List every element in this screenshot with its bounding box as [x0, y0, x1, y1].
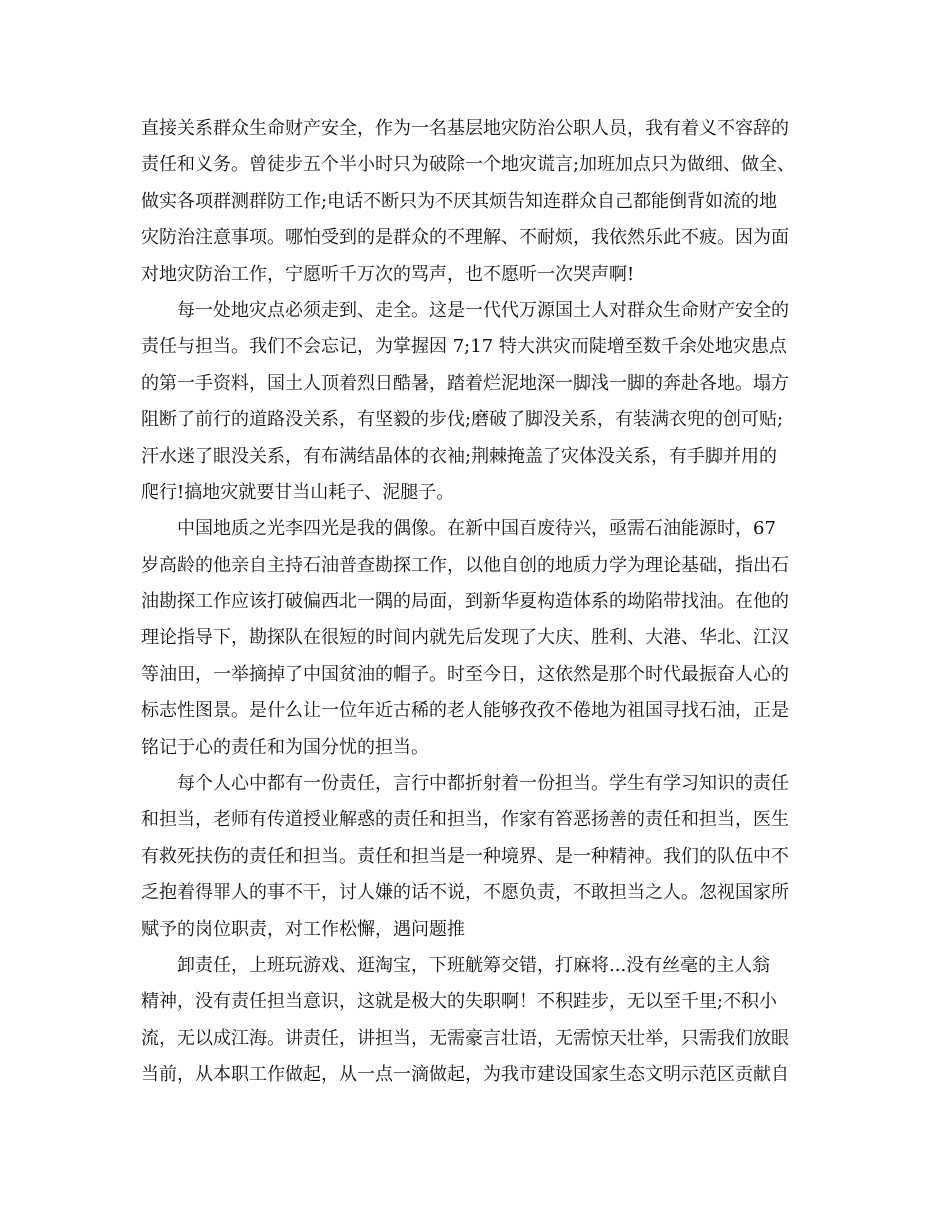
paragraph-first-line: 每个人心中都有一份责任，言行中都折射着一份担当。学生有学习知识的责任 — [177, 773, 789, 795]
text-line: 理论指导下，勘探队在很短的时间内就先后发现了大庆、胜利、大港、华北、江汉 — [141, 627, 789, 649]
text-line: 赋予的岗位职责，对工作松懈，遇问题推 — [141, 918, 465, 940]
text-line: 对地灾防治工作，宁愿听千万次的骂声，也不愿听一次哭声啊! — [141, 263, 635, 285]
text-line: 的第一手资料，国土人顶着烈日酷暑，踏着烂泥地深一脚浅一脚的奔赴各地。塌方 — [141, 372, 789, 394]
text-line: 标志性图景。是什么让一位年近古稀的老人能够孜孜不倦地为祖国寻找石油，正是 — [141, 700, 789, 722]
text-line: 灾防治注意事项。哪怕受到的是群众的不理解、不耐烦，我依然乐此不疲。因为面 — [141, 227, 789, 249]
text-line: 当前，从本职工作做起，从一点一滴做起，为我市建设国家生态文明示范区贡献自 — [141, 1064, 789, 1086]
paragraph-first-line: 卸责任，上班玩游戏、逛淘宝，下班觥筹交错，打麻将...没有丝毫的主人翁 — [177, 954, 771, 976]
text-line: 做实各项群测群防工作;电话不断只为不厌其烦告知连群众自己都能倒背如流的地 — [141, 190, 778, 212]
body-text — [141, 111, 821, 1094]
text-line: 责任和义务。曾徒步五个半小时只为破除一个地灾谎言;加班加点只为做细、做全、 — [141, 154, 796, 176]
text-line: 等油田，一举摘掉了中国贫油的帽子。时至今日，这依然是那个时代最振奋人心的 — [141, 663, 789, 685]
text-line: 爬行!搞地灾就要甘当山耗子、泥腿子。 — [141, 481, 455, 503]
text-line: 精神，没有责任担当意识，这就是极大的失职啊！不积跬步，无以至千里;不积小 — [141, 991, 778, 1013]
text-line: 责任与担当。我们不会忘记，为掌握因 7;17 特大洪灾而陡增至数千余处地灾患点 — [141, 336, 787, 358]
text-line: 乏抱着得罪人的事不干，讨人嫌的话不说，不愿负责，不敢担当之人。忽视国家所 — [141, 882, 789, 904]
text-line: 油勘探工作应该打破偏西北一隅的局面，到新华夏构造体系的坳陷带找油。在他的 — [141, 591, 789, 613]
text-line: 铭记于心的责任和为国分忧的担当。 — [141, 736, 429, 758]
text-line: 直接关系群众生命财产安全，作为一名基层地灾防治公职人员，我有着义不容辞的 — [141, 118, 789, 139]
paragraph-first-line: 中国地质之光李四光是我的偶像。在新中国百废待兴，亟需石油能源时，67 — [177, 518, 776, 540]
paragraph-first-line: 每一处地灾点必须走到、走全。这是一代代万源国土人对群众生命财产安全的 — [177, 299, 789, 321]
text-line: 有救死扶伤的责任和担当。责任和担当是一种境界、是一种精神。我们的队伍中不 — [141, 845, 789, 867]
text-line: 汗水迷了眼没关系，有布满结晶体的衣袖;荆棘掩盖了灾体没关系，有手脚并用的 — [141, 445, 778, 467]
text-line: 流，无以成江海。讲责任，讲担当，无需豪言壮语，无需惊天壮举，只需我们放眼 — [141, 1027, 789, 1049]
text-line: 岁高龄的他亲自主持石油普查勘探工作，以他自创的地质力学为理论基础，指出石 — [141, 554, 789, 576]
text-line: 阻断了前行的道路没关系，有坚毅的步伐;磨破了脚没关系，有装满衣兜的创可贴; — [141, 409, 784, 431]
text-line: 和担当，老师有传道授业解惑的责任和担当，作家有笞恶扬善的责任和担当，医生 — [141, 809, 789, 831]
